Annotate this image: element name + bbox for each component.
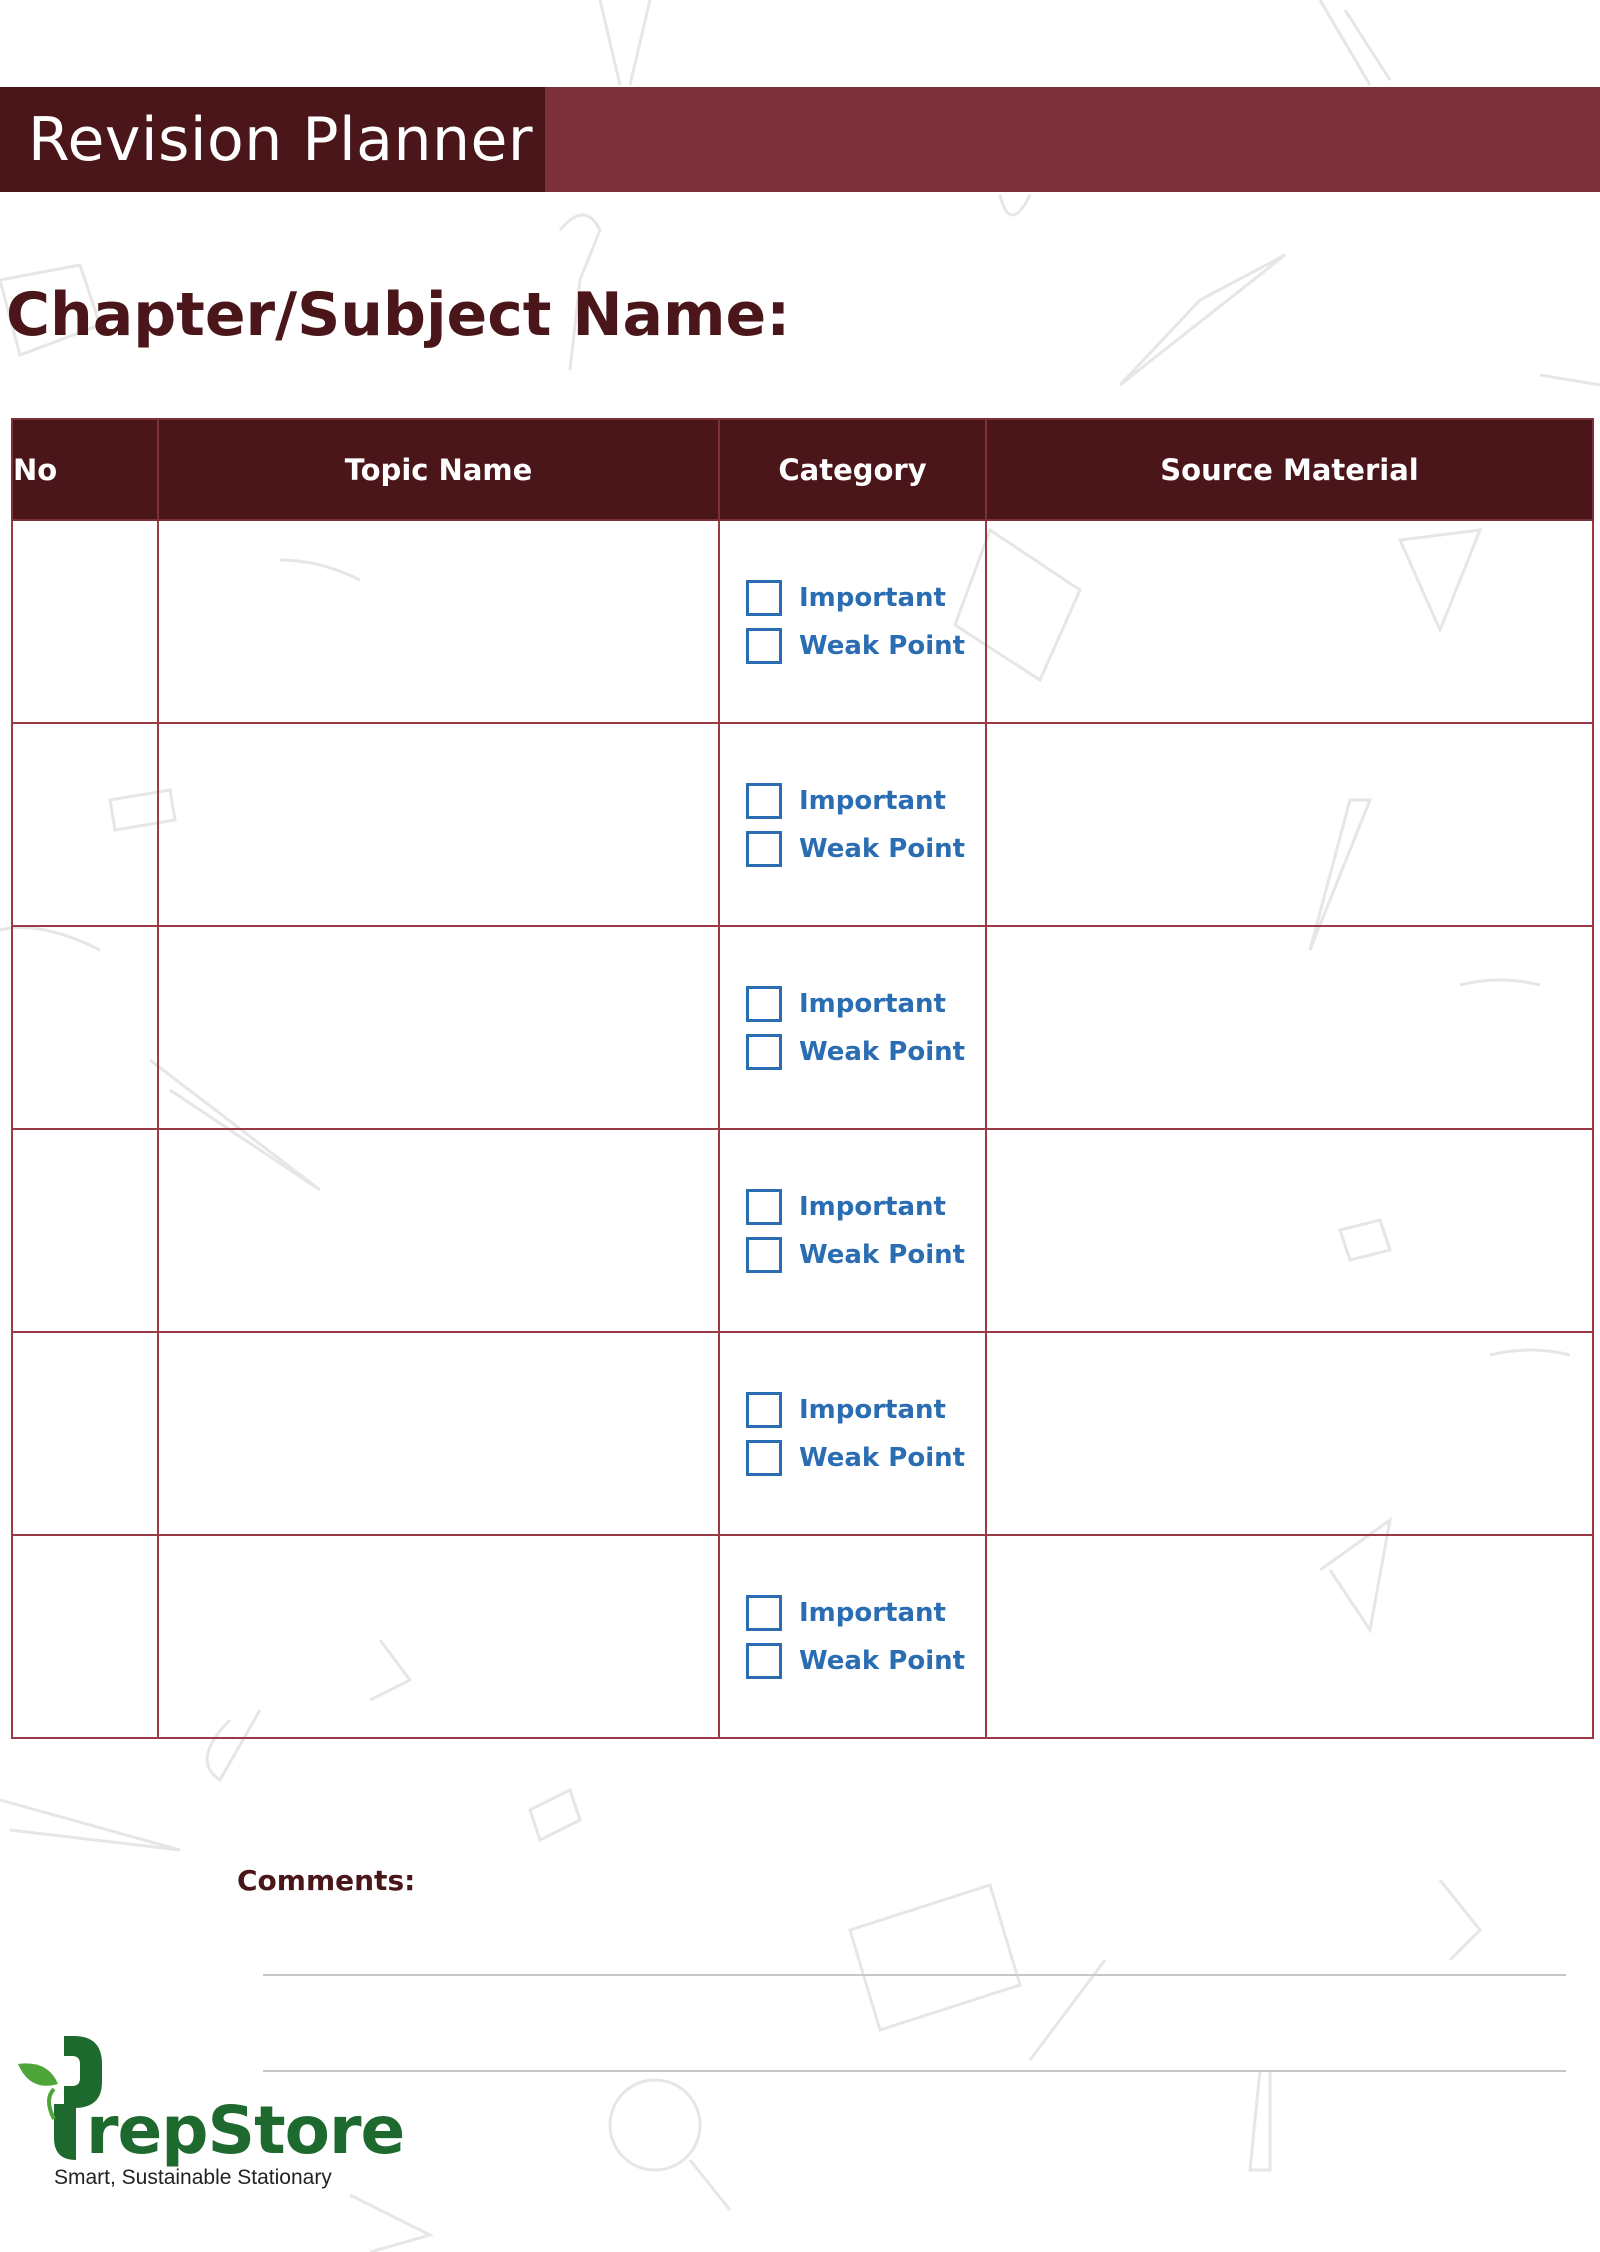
topic-name-cell[interactable] xyxy=(158,1129,719,1332)
topic-name-cell[interactable] xyxy=(158,926,719,1129)
important-label: Important xyxy=(799,1597,946,1628)
important-checkbox[interactable] xyxy=(746,1392,782,1428)
page-title: Revision Planner xyxy=(28,104,534,175)
brand-name: repStore xyxy=(86,2092,405,2169)
weak-point-option[interactable] xyxy=(746,1438,985,1478)
important-checkbox[interactable] xyxy=(746,1595,782,1631)
source-material-cell[interactable] xyxy=(986,723,1593,926)
weak-point-checkbox[interactable] xyxy=(746,1440,782,1476)
important-option[interactable] xyxy=(746,781,985,821)
important-label: Important xyxy=(799,988,946,1019)
category-cell xyxy=(719,520,986,723)
important-checkbox[interactable] xyxy=(746,986,782,1022)
weak-point-option[interactable] xyxy=(746,1032,985,1072)
important-option[interactable] xyxy=(746,984,985,1024)
weak-point-label: Weak Point xyxy=(799,833,966,864)
prepstore-logo xyxy=(14,2034,405,2189)
important-option[interactable] xyxy=(746,1390,985,1430)
weak-point-checkbox[interactable] xyxy=(746,831,782,867)
important-checkbox[interactable] xyxy=(746,1189,782,1225)
source-material-cell[interactable] xyxy=(986,1129,1593,1332)
important-option[interactable] xyxy=(746,1187,985,1227)
header-source-material: Source Material xyxy=(986,419,1593,520)
topic-name-cell[interactable] xyxy=(158,1332,719,1535)
weak-point-option[interactable] xyxy=(746,829,985,869)
source-material-cell[interactable] xyxy=(986,1535,1593,1738)
important-label: Important xyxy=(799,785,946,816)
no-cell[interactable] xyxy=(12,1332,158,1535)
weak-point-checkbox[interactable] xyxy=(746,1034,782,1070)
table-row xyxy=(12,520,1593,723)
topic-name-cell[interactable] xyxy=(158,1535,719,1738)
header-category: Category xyxy=(719,419,986,520)
comment-line[interactable] xyxy=(263,1974,1566,1976)
weak-point-label: Weak Point xyxy=(799,1442,966,1473)
topic-name-cell[interactable] xyxy=(158,520,719,723)
source-material-cell[interactable] xyxy=(986,926,1593,1129)
no-cell[interactable] xyxy=(12,520,158,723)
important-option[interactable] xyxy=(746,1593,985,1633)
source-material-cell[interactable] xyxy=(986,1332,1593,1535)
no-cell[interactable] xyxy=(12,723,158,926)
header-topic-name: Topic Name xyxy=(158,419,719,520)
category-cell xyxy=(719,1535,986,1738)
revision-table xyxy=(11,418,1594,1739)
source-material-cell[interactable] xyxy=(986,520,1593,723)
weak-point-label: Weak Point xyxy=(799,1036,966,1067)
no-cell[interactable] xyxy=(12,926,158,1129)
weak-point-option[interactable] xyxy=(746,626,985,666)
no-cell[interactable] xyxy=(12,1535,158,1738)
header-no: No xyxy=(12,419,158,520)
no-cell[interactable] xyxy=(12,1129,158,1332)
topic-name-cell[interactable] xyxy=(158,723,719,926)
weak-point-option[interactable] xyxy=(746,1235,985,1275)
comments-label: Comments: xyxy=(237,1864,416,1897)
table-row xyxy=(12,1332,1593,1535)
important-label: Important xyxy=(799,1394,946,1425)
header-title-box xyxy=(0,87,545,192)
table-row xyxy=(12,926,1593,1129)
table-row xyxy=(12,723,1593,926)
important-label: Important xyxy=(799,1191,946,1222)
category-cell xyxy=(719,723,986,926)
weak-point-option[interactable] xyxy=(746,1641,985,1681)
brand-tagline: Smart, Sustainable Stationary xyxy=(54,2166,332,2189)
weak-point-label: Weak Point xyxy=(799,1645,966,1676)
weak-point-label: Weak Point xyxy=(799,1239,966,1270)
weak-point-checkbox[interactable] xyxy=(746,628,782,664)
table-header-row xyxy=(12,419,1593,520)
comment-line[interactable] xyxy=(263,2070,1566,2072)
important-checkbox[interactable] xyxy=(746,580,782,616)
important-option[interactable] xyxy=(746,578,985,618)
table-row xyxy=(12,1535,1593,1738)
weak-point-label: Weak Point xyxy=(799,630,966,661)
important-checkbox[interactable] xyxy=(746,783,782,819)
category-cell xyxy=(719,1129,986,1332)
category-cell xyxy=(719,926,986,1129)
weak-point-checkbox[interactable] xyxy=(746,1643,782,1679)
important-label: Important xyxy=(799,582,946,613)
subject-name-label: Chapter/Subject Name: xyxy=(6,280,791,350)
weak-point-checkbox[interactable] xyxy=(746,1237,782,1273)
table-row xyxy=(12,1129,1593,1332)
category-cell xyxy=(719,1332,986,1535)
